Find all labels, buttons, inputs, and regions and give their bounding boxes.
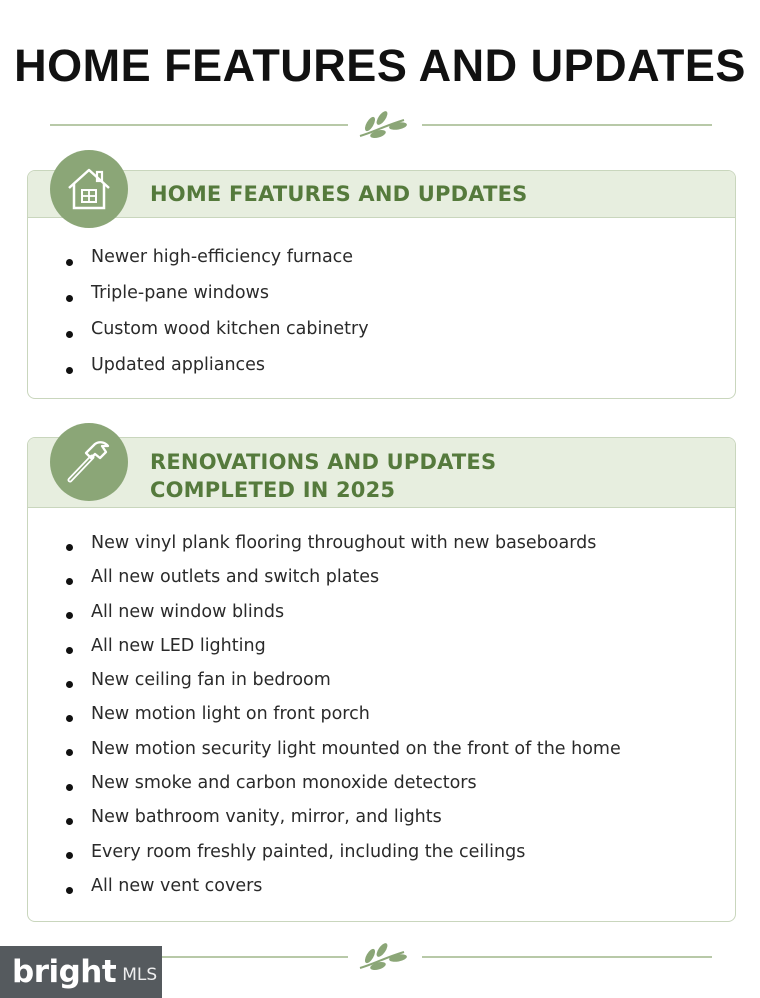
list-item: All new window blinds [66,599,621,633]
top-divider [50,110,712,140]
list-item: All new outlets and switch plates [66,564,621,598]
list-item: New vinyl plank flooring throughout with new baseboards [66,530,621,564]
features-list [66,244,369,388]
features-card [27,170,736,399]
bright-mls-watermark [0,946,162,998]
list-item: All new vent covers [66,873,621,907]
renovations-card [27,437,736,922]
page-title: HOME FEATURES AND UPDATES [14,40,746,91]
renovations-card-title-line-1: RENOVATIONS AND UPDATES [150,450,497,474]
list-item: New motion light on front porch [66,701,621,735]
hammer-icon-badge [50,423,128,501]
watermark-brand: bright [12,954,117,990]
hammer-icon [62,435,116,489]
house-icon [63,163,115,215]
renovations-card-title-line-2: COMPLETED IN 2025 [150,478,396,502]
watermark-suffix: MLS [122,965,158,985]
list-item: All new LED lighting [66,633,621,667]
renovations-list [66,530,621,907]
list-item: Custom wood kitchen cabinetry [66,316,369,352]
list-item: New ceiling fan in bedroom [66,667,621,701]
list-item: Updated appliances [66,352,369,388]
house-icon-badge [50,150,128,228]
renovations-card-header [28,438,735,508]
features-card-title: HOME FEATURES AND UPDATES [150,182,528,206]
list-item: New smoke and carbon monoxide detectors [66,770,621,804]
leaf-sprig-icon [354,110,414,142]
list-item: New bathroom vanity, mirror, and lights [66,804,621,838]
list-item: New motion security light mounted on the front of the home [66,736,621,770]
list-item: Newer high-efficiency furnace [66,244,369,280]
features-card-header [28,171,735,218]
list-item: Triple-pane windows [66,280,369,316]
list-item: Every room freshly painted, including the ceilings [66,839,621,873]
leaf-sprig-icon [354,942,414,974]
